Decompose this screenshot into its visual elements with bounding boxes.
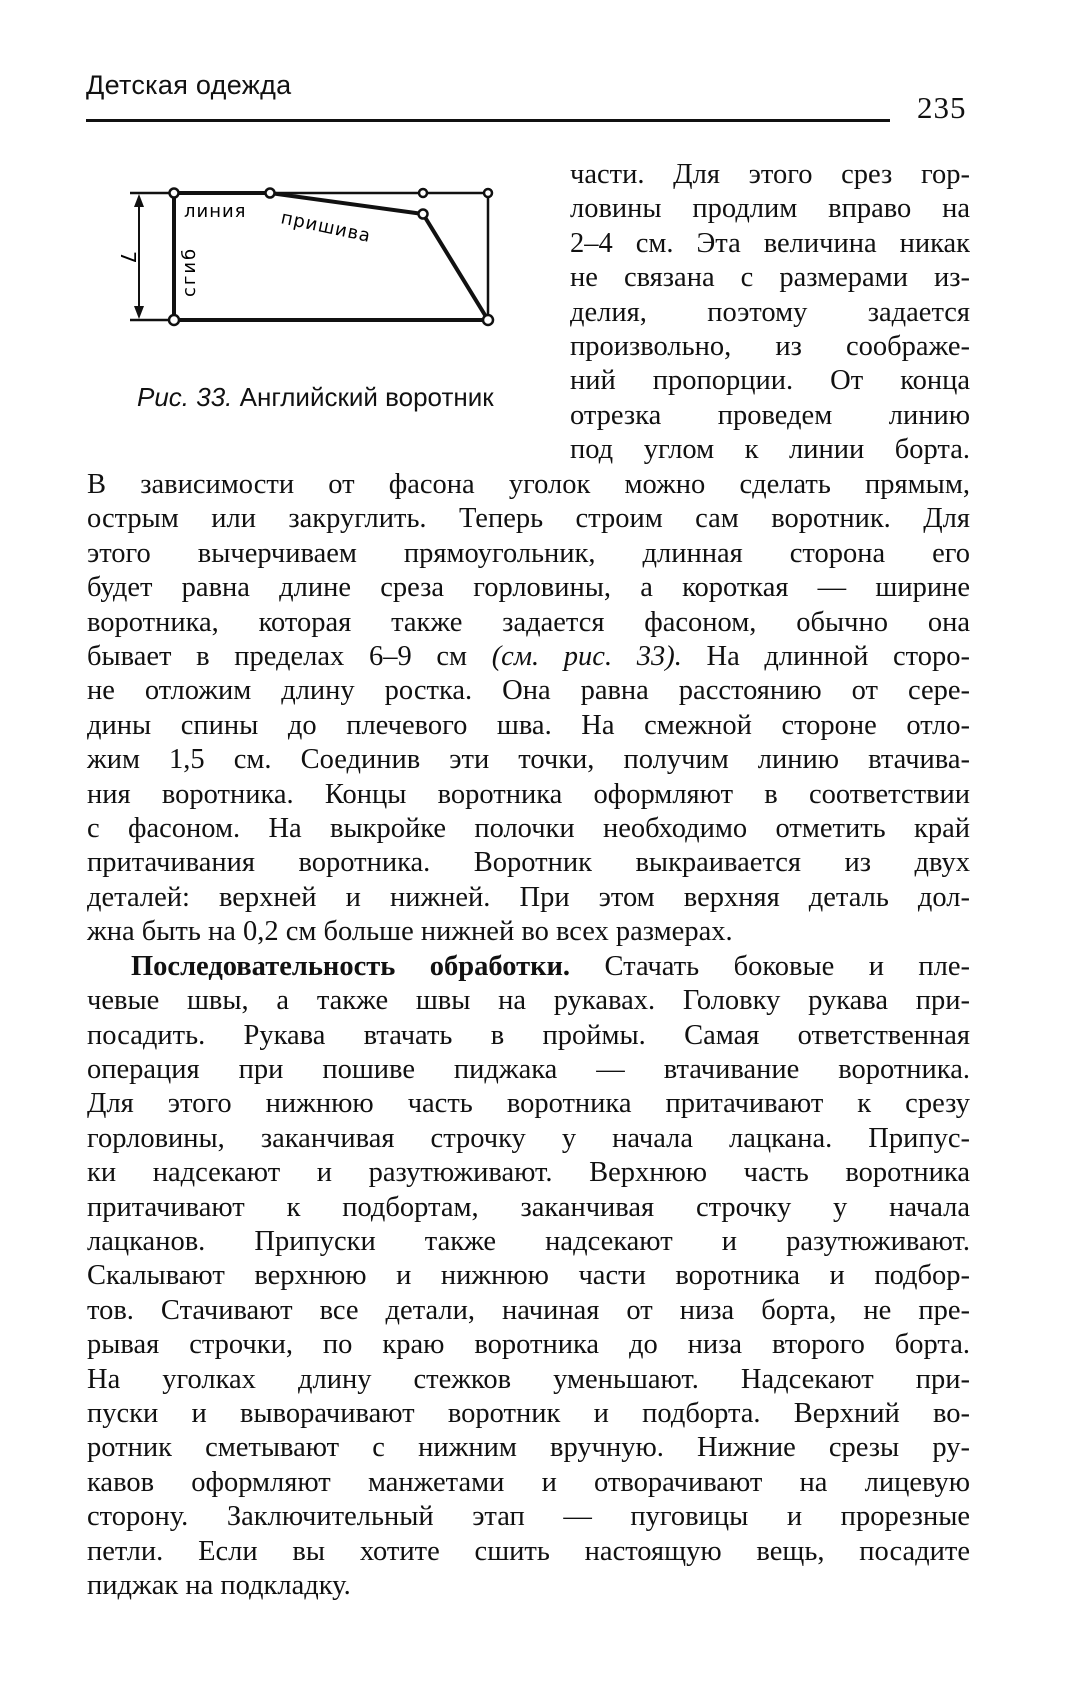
label-line: линия xyxy=(184,201,247,222)
text-line: Скалывают верхнюю и нижнюю части воротника и подбор- xyxy=(87,1260,970,1292)
text-line: сторону. Заключительный этап — пуговицы и прорезные xyxy=(87,1501,970,1533)
running-header: Детская одежда xyxy=(86,70,292,100)
text-line: посадить. Рукава втачать в проймы. Самая ответственная xyxy=(87,1019,970,1051)
text-line-with-reference xyxy=(87,640,970,674)
text-line: горловины, заканчивая строчку у начала лацкана. Припус- xyxy=(87,1122,970,1154)
label-fold: сгиб xyxy=(179,246,200,297)
header-rule xyxy=(86,119,890,122)
text-line: деталей: верхней и нижней. При этом верхняя деталь дол- xyxy=(87,881,970,913)
caption-label: Рис. 33. xyxy=(137,382,233,412)
text-line: тов. Стачивают все детали, начиная от низа борта, не пре- xyxy=(87,1294,970,1326)
text-segment: бывает в пределах 6–9 см xyxy=(87,641,492,673)
text-line: В зависимости от фасона уголок можно сделать прямым, xyxy=(87,469,970,500)
body-text xyxy=(87,468,970,1603)
text-line: произвольно, из соображе- xyxy=(570,331,970,363)
text-line: ния воротника. Концы воротника оформляют в соответствии xyxy=(87,778,970,810)
text-line: пуски и выворачивают воротник и подборта. Верхний во- xyxy=(87,1397,970,1429)
dimension-arrow-top xyxy=(134,194,144,207)
collar-diagram xyxy=(116,185,540,365)
text-line: рывая строчки, по краю воротника до низа второго борта. xyxy=(87,1329,970,1361)
text-line: На уголках длину стежков уменьшают. Надсекают при- xyxy=(87,1363,970,1395)
text-line: отрезка проведем линию xyxy=(570,399,970,431)
text-line: воротника, которая также задается фасоном, обычно она xyxy=(87,606,970,638)
side-text-block xyxy=(570,158,970,468)
text-line: ловины продлим вправо на xyxy=(570,193,970,225)
text-segment: На длинной сторо- xyxy=(681,641,970,673)
text-line: операция при пошиве пиджака — втачивание воротника. xyxy=(87,1053,970,1085)
text-line: кавов оформляют манжетами и отворачивают на лицевую xyxy=(87,1466,970,1498)
text-line: будет равна длине среза горловины, а короткая — ширине xyxy=(87,572,970,604)
text-line: части. Для этого срез гор- xyxy=(570,159,970,190)
text-line: жна быть на 0,2 см больше нижней во всех размерах. xyxy=(87,916,733,948)
text-line: лацканов. Припуски также надсекают и разутюживают. xyxy=(87,1225,970,1257)
label-dimension: 7 xyxy=(116,251,140,264)
text-line: ний пропорции. От конца xyxy=(570,365,970,397)
text-line: пиджак на подкладку. xyxy=(87,1570,351,1601)
figure-reference: (см. рис. 33). xyxy=(491,641,682,673)
text-segment: Стачать боковые и пле- xyxy=(570,950,971,982)
text-line: притачивают к подбортам, заканчивая строчку у начала xyxy=(87,1191,970,1223)
paragraph-heading: Последовательность обработки. xyxy=(131,950,571,982)
dimension-arrow-bottom xyxy=(134,306,144,319)
figure-caption xyxy=(137,382,494,413)
text-line: этого вычерчиваем прямоугольник, длинная сторона его xyxy=(87,537,970,569)
point-bottom-left xyxy=(169,315,179,325)
text-line: делия, поэтому задается xyxy=(570,296,970,328)
text-line: жим 1,5 см. Соединив эти точки, получим линию втачива- xyxy=(87,744,970,776)
text-line: 2–4 см. Эта величина никак xyxy=(570,227,970,259)
point-corner xyxy=(419,210,428,219)
text-line: дины спины до плечевого шва. На смежной стороне отло- xyxy=(87,709,970,741)
collar-figure xyxy=(116,185,540,365)
point-top-extension xyxy=(419,189,427,197)
text-line: ротник сметывают с нижним вручную. Нижние срезы ру- xyxy=(87,1432,970,1464)
point-top-left xyxy=(170,189,179,198)
text-line: не связана с размерами из- xyxy=(570,262,970,294)
text-line: с фасоном. На выкройке полочки необходимо отметить край xyxy=(87,813,970,845)
text-line: под углом к линии борта. xyxy=(570,434,970,466)
text-line: петли. Если вы хотите сшить настоящую вещь, посадите xyxy=(87,1535,970,1567)
caption-text: Английский воротник xyxy=(239,382,494,412)
paragraph-heading-line xyxy=(87,950,970,984)
text-line: ки надсекают и разутюживают. Верхнюю часть воротника xyxy=(87,1157,970,1189)
point-neck-end xyxy=(266,189,275,198)
page-number: 235 xyxy=(917,90,967,125)
text-line: не отложим длину ростка. Она равна расстоянию от сере- xyxy=(87,675,970,707)
text-line: чевые швы, а также швы на рукавах. Головку рукава при- xyxy=(87,985,970,1017)
text-line: Для этого нижнюю часть воротника притачивают к срезу xyxy=(87,1088,970,1120)
point-bottom-right xyxy=(483,315,493,325)
label-attach: пришива xyxy=(278,207,374,247)
text-line: притачивания воротника. Воротник выкраивается из двух xyxy=(87,847,970,879)
point-top-right xyxy=(484,189,492,197)
text-line: острым или закруглить. Теперь строим сам воротник. Для xyxy=(87,503,970,535)
